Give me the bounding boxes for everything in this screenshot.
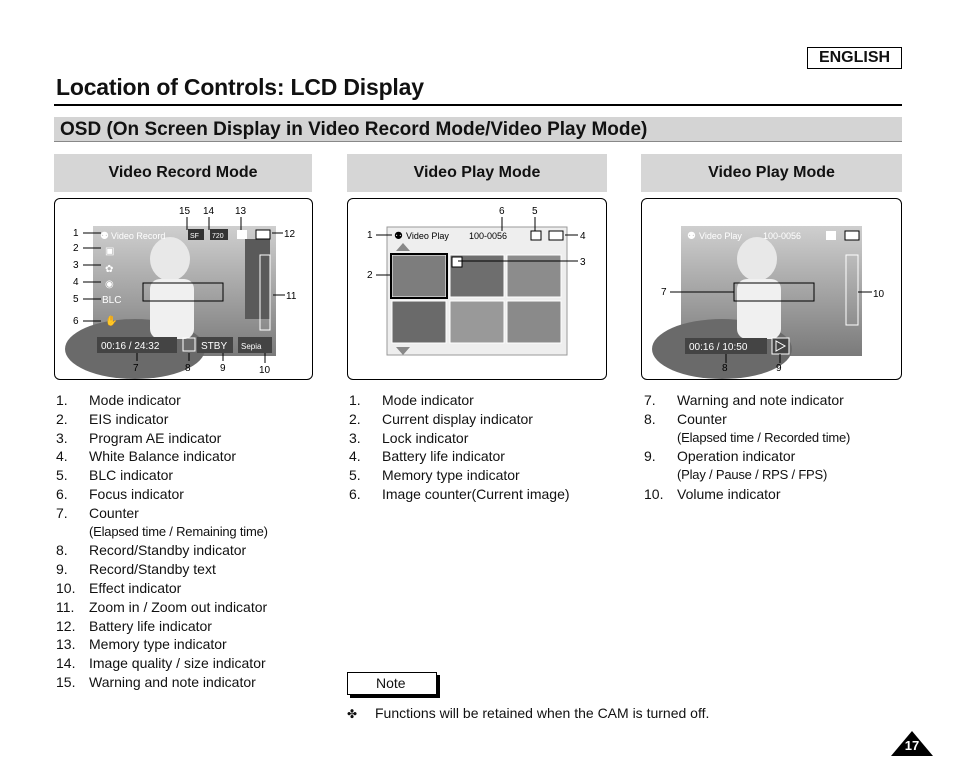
column-heading-play-thumbs: Video Play Mode	[347, 154, 607, 192]
title-divider	[54, 104, 902, 106]
play-mode-text: Video Play	[406, 231, 449, 241]
size-text: 720	[212, 233, 224, 240]
record-indicator-list	[56, 391, 268, 692]
callout-10: 10	[873, 289, 885, 300]
list-item: 12. Battery life indicator	[56, 617, 212, 634]
callout-4: 4	[580, 231, 586, 242]
list-item: 10. Volume indicator	[644, 485, 781, 502]
callout-15: 15	[179, 206, 191, 217]
callout-8: 8	[185, 363, 191, 374]
callout-12: 12	[284, 229, 296, 240]
quality-text: SF	[190, 233, 199, 240]
thumbnail-1	[392, 255, 446, 297]
callout-9: 9	[220, 363, 226, 374]
callout-6: 6	[499, 206, 505, 217]
list-item: 3. Lock indicator	[349, 429, 469, 446]
callout-10: 10	[259, 365, 271, 376]
image-counter: 100-0056	[469, 231, 508, 241]
memory-icon	[531, 231, 541, 240]
page-number: 17	[904, 738, 920, 753]
record-mode-icon: ⚉	[100, 231, 109, 242]
list-item: 7. Warning and note indicator	[644, 392, 844, 408]
callout-7: 7	[133, 363, 139, 374]
callout-2: 2	[73, 243, 79, 254]
callout-7: 7	[661, 287, 667, 298]
list-item: 2. EIS indicator	[56, 410, 169, 427]
list-item: 6. Focus indicator	[56, 485, 184, 502]
white-balance-icon: ◉	[105, 279, 114, 290]
list-item: 14. Image quality / size indicator	[56, 655, 266, 672]
list-item: 10. Effect indicator	[56, 579, 182, 596]
play-counter: 00:16 / 10:50	[689, 342, 748, 353]
thumbnail-4	[392, 301, 446, 343]
callout-5: 5	[532, 206, 538, 217]
list-item: 4. Battery life indicator	[349, 448, 505, 465]
cross-bullet-icon: ✤	[347, 707, 358, 721]
callout-14: 14	[203, 206, 215, 217]
play-mode-text: Video Play	[699, 231, 742, 241]
callout-8: 8	[722, 363, 728, 374]
list-item: 1. Mode indicator	[56, 392, 181, 408]
callout-1: 1	[367, 230, 373, 241]
page-title: Location of Controls: LCD Display	[56, 74, 424, 100]
play-mode-icon: ⚉	[687, 231, 696, 242]
memory-icon	[826, 231, 836, 240]
eis-icon: ▣	[105, 246, 115, 257]
play-single-diagram	[641, 198, 902, 380]
battery-icon	[549, 231, 563, 240]
callout-1: 1	[73, 228, 79, 239]
list-item: 3. Program AE indicator	[56, 429, 222, 446]
list-item: 1. Mode indicator	[349, 392, 474, 408]
record-counter: 00:16 / 24:32	[101, 341, 160, 352]
list-item: 13. Memory type indicator	[56, 636, 227, 653]
callout-5: 5	[73, 294, 79, 305]
lock-icon	[452, 257, 462, 267]
language-badge: ENGLISH	[807, 47, 902, 69]
list-item: 8. Counter (Elapsed time / Recorded time)	[644, 410, 851, 445]
play-mode-icon: ⚉	[394, 231, 403, 242]
thumbnail-6	[507, 301, 561, 343]
list-item: 5. Memory type indicator	[349, 467, 520, 484]
play-thumbs-indicator-list	[349, 391, 570, 504]
callout-11: 11	[286, 291, 297, 302]
section-bar	[54, 117, 902, 142]
focus-icon: ✋	[105, 316, 118, 327]
record-mode-diagram	[54, 198, 313, 380]
page-number-badge	[891, 731, 933, 756]
image-counter: 100-0056	[763, 231, 802, 241]
callout-3: 3	[580, 257, 586, 268]
memory-icon	[237, 230, 247, 239]
list-item: 6. Image counter(Current image)	[349, 485, 570, 502]
blc-text: BLC	[102, 295, 122, 306]
standby-text: STBY	[201, 341, 228, 352]
list-item: 5. BLC indicator	[56, 467, 174, 484]
list-item: 9. Operation indicator (Play / Pause / RPS / FPS)	[644, 448, 828, 483]
note-label: Note	[347, 672, 437, 695]
note-text: ✤ Functions will be retained when the CAM is turned off.	[347, 705, 710, 721]
play-thumbnail-diagram	[347, 198, 607, 380]
battery-icon	[845, 231, 859, 240]
list-item: 2. Current display indicator	[349, 410, 533, 427]
section-title: OSD (On Screen Display in Video Record Mode/Video Play Mode)	[60, 119, 648, 140]
battery-icon	[256, 230, 270, 239]
list-item: 7. Counter (Elapsed time / Remaining time)	[56, 504, 268, 539]
callout-13: 13	[235, 206, 247, 217]
list-item: 11. Zoom in / Zoom out indicator	[56, 598, 268, 615]
callout-6: 6	[73, 316, 79, 327]
callout-9: 9	[776, 363, 782, 374]
column-heading-play-single: Video Play Mode	[641, 154, 902, 192]
callout-4: 4	[73, 277, 79, 288]
effect-text: Sepia	[241, 342, 262, 351]
list-item: 9. Record/Standby text	[56, 561, 216, 578]
list-item: 4. White Balance indicator	[56, 448, 237, 465]
callout-2: 2	[367, 270, 373, 281]
callout-3: 3	[73, 260, 79, 271]
thumbnail-5	[450, 301, 504, 343]
record-mode-text: Video Record	[111, 231, 166, 241]
play-single-indicator-list	[644, 391, 850, 504]
list-item: 8. Record/Standby indicator	[56, 542, 247, 559]
program-ae-icon: ✿	[105, 264, 114, 275]
list-item: 15. Warning and note indicator	[56, 673, 256, 690]
column-heading-record: Video Record Mode	[54, 154, 312, 192]
